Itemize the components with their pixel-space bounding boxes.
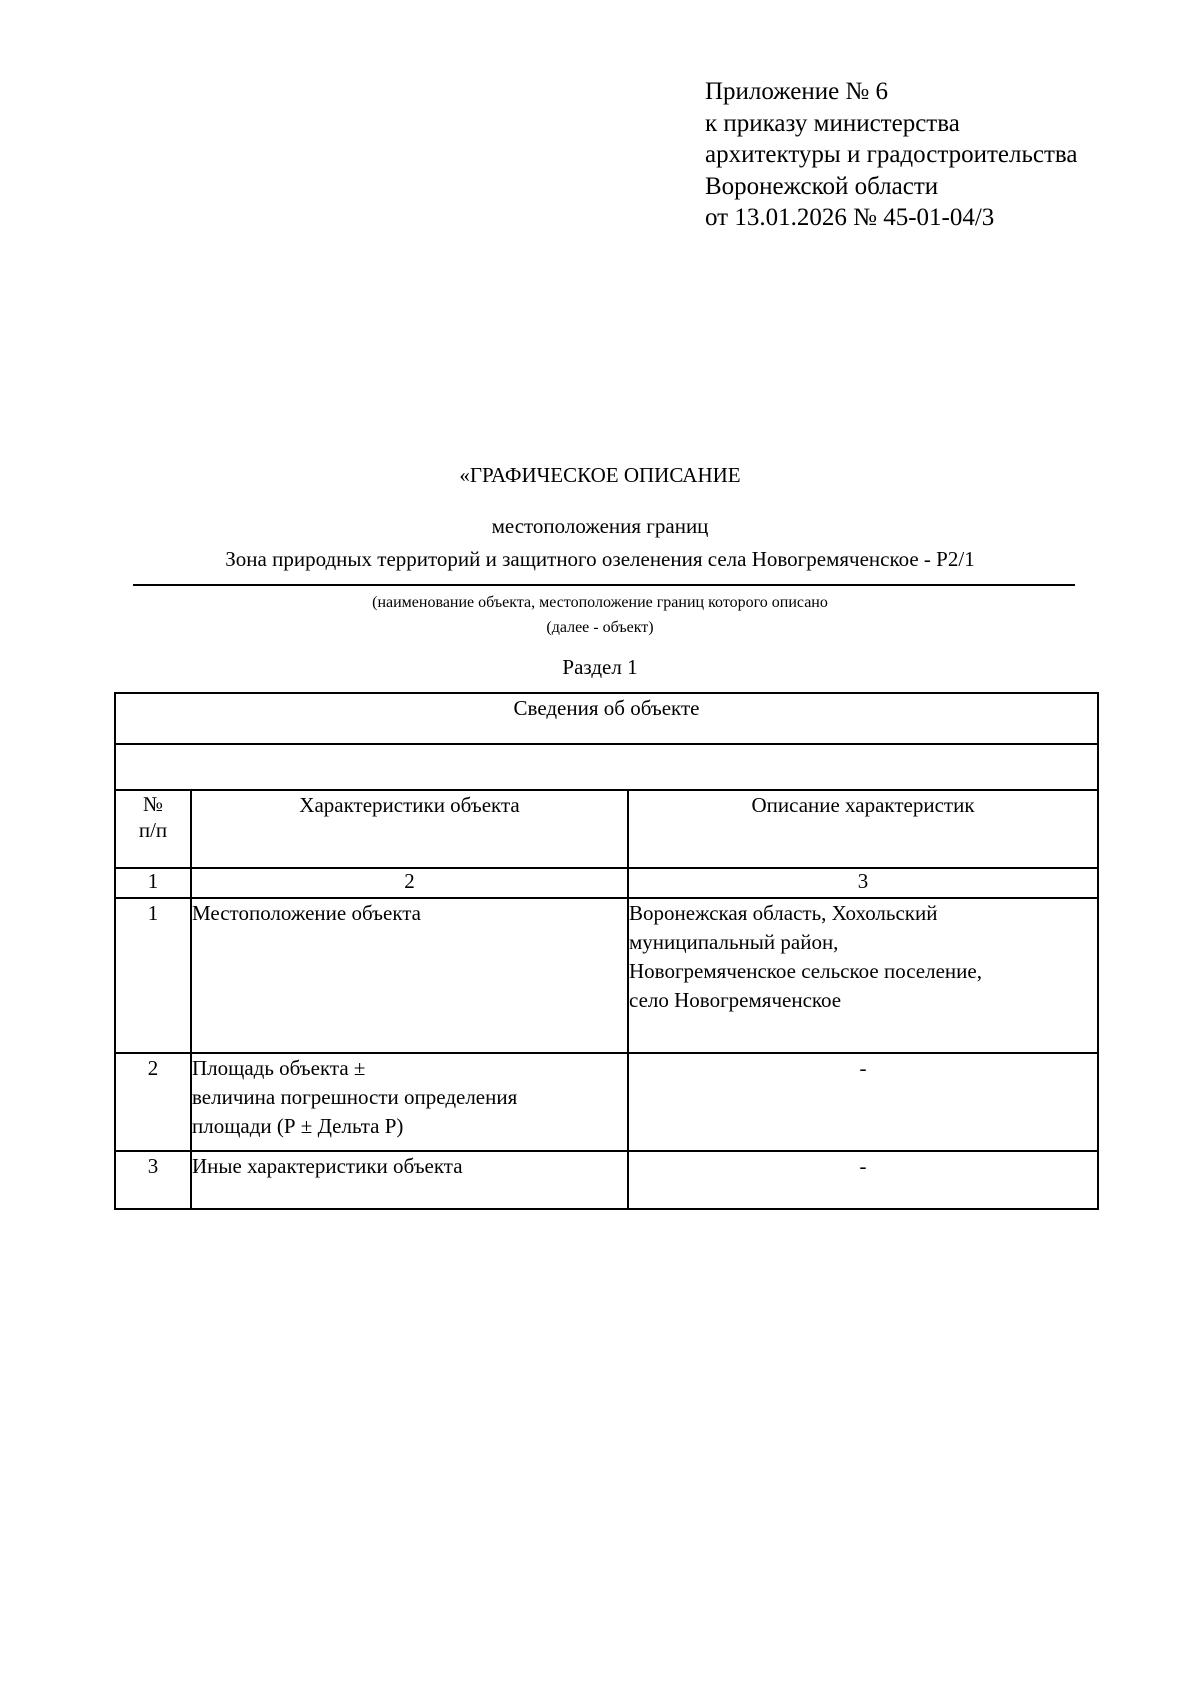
column-header-description: Описание характеристик	[628, 790, 1098, 868]
description-line: муниципальный район,	[629, 930, 839, 954]
document-subtitle: местоположения границ	[491, 514, 709, 538]
table-row	[115, 1151, 1098, 1209]
annex-line: Приложение № 6	[705, 78, 889, 105]
description-line: Новогремяченское сельское поселение,	[629, 959, 982, 983]
object-name-underline	[133, 584, 1075, 586]
caption-line: (далее - объект)	[546, 619, 654, 636]
caption-line: (наименование объекта, местоположение границ которого описано	[372, 594, 828, 611]
annex-line: Воронежской области	[705, 172, 939, 200]
characteristic-line: Площадь объекта ±	[192, 1056, 366, 1080]
row-characteristic: Иные характеристики объекта	[191, 1151, 628, 1209]
table-heading: Сведения об объекте	[115, 693, 1098, 744]
characteristic-line: величина погрешности определения	[192, 1085, 518, 1109]
column-index: 3	[628, 868, 1098, 898]
table-row	[115, 898, 1098, 1053]
object-name-caption	[0, 590, 1200, 640]
row-description: -	[628, 1151, 1098, 1209]
row-number: 3	[115, 1151, 191, 1209]
object-info-table	[114, 692, 1099, 1210]
row-number: 2	[115, 1053, 191, 1151]
table-index-row	[115, 868, 1098, 898]
table-header-row	[115, 790, 1098, 868]
header-number-abbr: п/п	[138, 818, 168, 842]
annex-line: архитектуры и градостроительства	[705, 141, 1078, 168]
column-header-characteristics: Характеристики объекта	[191, 790, 628, 868]
table-blank-row	[115, 744, 1098, 790]
row-characteristic: Местоположение объекта	[191, 898, 628, 1053]
annex-line: от 13.01.2026 № 45-01-04/3	[705, 204, 995, 231]
object-name: Зона природных территорий и защитного озеленения села Новогремяченское - Р2/1	[225, 547, 975, 571]
document-title: «ГРАФИЧЕСКОЕ ОПИСАНИЕ	[459, 463, 741, 487]
row-number: 1	[115, 898, 191, 1053]
blank-cell	[115, 744, 1098, 790]
column-header-number	[115, 790, 191, 868]
header-number-sign: №	[142, 792, 164, 816]
table-heading-row	[115, 693, 1098, 744]
column-index: 1	[115, 868, 191, 898]
column-index: 2	[191, 868, 628, 898]
row-description: -	[628, 1053, 1098, 1151]
description-line: Воронежская область, Хохольский	[629, 901, 938, 925]
table-row	[115, 1053, 1098, 1151]
description-line: село Новогремяченское	[629, 988, 842, 1012]
row-description	[628, 898, 1098, 1053]
annex-header	[705, 76, 1077, 234]
annex-line: к приказу министерства	[705, 109, 960, 137]
row-characteristic	[191, 1053, 628, 1151]
characteristic-line: площади (Р ± Дельта Р)	[192, 1114, 404, 1138]
section-label: Раздел 1	[562, 655, 638, 679]
